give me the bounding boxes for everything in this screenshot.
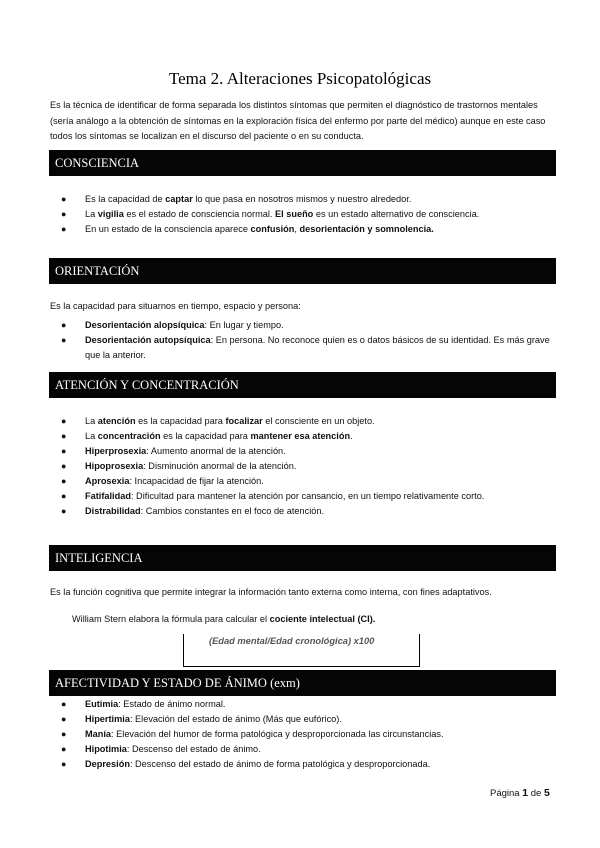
list-item-text: La	[85, 431, 98, 441]
list-item-text: ,	[294, 224, 300, 234]
page-number	[490, 787, 550, 799]
list-item	[50, 712, 555, 727]
ci-formula: (Edad mental/Edad cronológica) x100	[209, 636, 375, 646]
list-item-text: : En lugar y tiempo.	[204, 320, 284, 330]
list-item-text: La	[85, 416, 98, 426]
list-item-text: lo que pasa en nosotros mismos y nuestro alrededor.	[192, 194, 412, 204]
bullet-icon: ●	[61, 506, 67, 516]
ci-term: cociente intelectual (CI).	[269, 614, 376, 624]
list-item	[50, 333, 555, 363]
page-sep: de	[530, 788, 542, 799]
bullet-icon: ●	[61, 729, 67, 739]
bold-term: Eutimia	[85, 699, 119, 709]
bullet-icon: ●	[61, 194, 67, 204]
list-item-text: : Descenso del estado de ánimo de forma patológica y desproporcionada.	[129, 759, 431, 769]
bold-term: Aprosexia	[85, 476, 130, 486]
bullet-icon: ●	[61, 744, 67, 754]
list-item-text: : En persona. No reconoce quien es o datos básicos de su identidad. Es más grave que la anterior.	[85, 335, 550, 360]
bullet-icon: ●	[61, 446, 67, 456]
list-item-text: : Aumento anormal de la atención.	[146, 446, 286, 456]
list-item-text: : Elevación del estado de ánimo (Más que eufórico).	[129, 714, 342, 724]
bold-term: vigilia	[97, 209, 124, 219]
bullet-icon: ●	[61, 461, 67, 471]
list-item	[50, 207, 555, 222]
section-heading-consciencia: CONSCIENCIA	[49, 150, 556, 176]
list-item	[50, 429, 555, 444]
bullet-icon: ●	[61, 714, 67, 724]
section-heading-inteligencia: INTELIGENCIA	[49, 545, 556, 571]
bullet-icon: ●	[61, 224, 67, 234]
document-title: Tema 2. Alteraciones Psicopatológicas	[168, 69, 432, 88]
bullet-icon: ●	[61, 476, 67, 486]
section-heading-atencion: ATENCIÓN Y CONCENTRACIÓN	[49, 372, 556, 398]
bold-term: Hipotimia	[85, 744, 127, 754]
page-current: 1	[522, 787, 529, 799]
list-item-text: : Descenso del estado de ánimo.	[126, 744, 261, 754]
list-item-text: es el estado de consciencia normal.	[123, 209, 275, 219]
list-item	[50, 414, 555, 429]
list-item-text: : Incapacidad de fijar la atención.	[129, 476, 264, 486]
bold-term: Desorientación autopsíquica	[85, 335, 211, 345]
page-total: 5	[543, 787, 550, 799]
bold-term: concentración	[97, 431, 161, 441]
list-item	[50, 192, 555, 207]
list-item	[50, 697, 555, 712]
list-item-text: La	[85, 209, 98, 219]
list-item-text: .	[350, 431, 353, 441]
bold-term: confusión	[250, 224, 295, 234]
bold-term: focalizar	[225, 416, 263, 426]
bullet-icon: ●	[61, 320, 67, 330]
list-item	[50, 222, 555, 237]
bold-term: Distrabilidad	[85, 506, 141, 516]
bold-term: Hipoprosexia	[85, 461, 144, 471]
list-item-text: En un estado de la consciencia aparece	[85, 224, 251, 234]
list-afectividad	[50, 697, 555, 772]
bullet-icon: ●	[61, 491, 67, 501]
bold-term: captar	[165, 194, 193, 204]
bold-term: mantener esa atención	[250, 431, 351, 441]
list-item	[50, 459, 555, 474]
list-item-text: es la capacidad para	[160, 431, 251, 441]
page-label: Página	[490, 788, 520, 799]
list-consciencia	[50, 192, 555, 237]
bold-term: Manía	[85, 729, 112, 739]
bullet-icon: ●	[61, 431, 67, 441]
bold-term: desorientación y somnolencia.	[299, 224, 434, 234]
orientacion-intro: Es la capacidad para situarnos en tiempo, espacio y persona:	[50, 301, 301, 311]
bold-term: El sueño	[275, 209, 314, 219]
list-item	[50, 742, 555, 757]
bullet-icon: ●	[61, 759, 67, 769]
list-atencion	[50, 414, 555, 519]
inteligencia-intro: Es la función cognitiva que permite integrar la información tanto externa como interna, con fines adaptativos.	[50, 587, 492, 597]
list-item	[50, 757, 555, 772]
list-item-text: : Dificultad para mantener la atención por cansancio, en un tiempo relativamente corto.	[130, 491, 485, 501]
stern-text: William Stern elabora la fórmula para calcular el	[72, 614, 270, 624]
list-item	[50, 727, 555, 742]
list-item-text: : Disminución anormal de la atención.	[143, 461, 297, 471]
bold-term: Desorientación alopsíquica	[85, 320, 205, 330]
bold-term: Depresión	[85, 759, 130, 769]
list-item	[50, 489, 555, 504]
list-item	[50, 444, 555, 459]
bullet-icon: ●	[61, 335, 67, 345]
bullet-icon: ●	[61, 699, 67, 709]
bullet-icon: ●	[61, 416, 67, 426]
section-heading-afectividad: AFECTIVIDAD Y ESTADO DE ÁNIMO (exm)	[49, 670, 556, 696]
list-item-text: es la capacidad para	[135, 416, 226, 426]
list-item-text: : Estado de ánimo normal.	[118, 699, 226, 709]
bold-term: Hiperprosexia	[85, 446, 147, 456]
list-item-text: el consciente en un objeto.	[262, 416, 375, 426]
list-orientacion	[50, 318, 555, 363]
list-item-text: : Cambios constantes en el foco de atención.	[140, 506, 325, 516]
list-item	[50, 474, 555, 489]
section-heading-orientacion: ORIENTACIÓN	[49, 258, 556, 284]
bullet-icon: ●	[61, 209, 67, 219]
list-item	[50, 318, 555, 333]
list-item-text: es un estado alternativo de consciencia.	[313, 209, 480, 219]
list-item-text: Es la capacidad de	[85, 194, 166, 204]
list-item-text: : Elevación del humor de forma patológica y desproporcionada las circunstancias.	[111, 729, 444, 739]
intro-paragraph: Es la técnica de identificar de forma separada los distintos síntomas que permiten el diagnóstico de trastornos mentales (sería análogo a la obtención de síntomas en la exploración física del enfermo por parte del médico) aunque en este caso todos los síntomas se localizan en el discurso del paciente o en su conducta.	[50, 100, 546, 141]
list-item	[50, 504, 555, 519]
bold-term: atención	[97, 416, 136, 426]
stern-formula-sentence	[72, 612, 542, 628]
bold-term: Fatifalidad	[85, 491, 131, 501]
bold-term: Hipertimia	[85, 714, 130, 724]
